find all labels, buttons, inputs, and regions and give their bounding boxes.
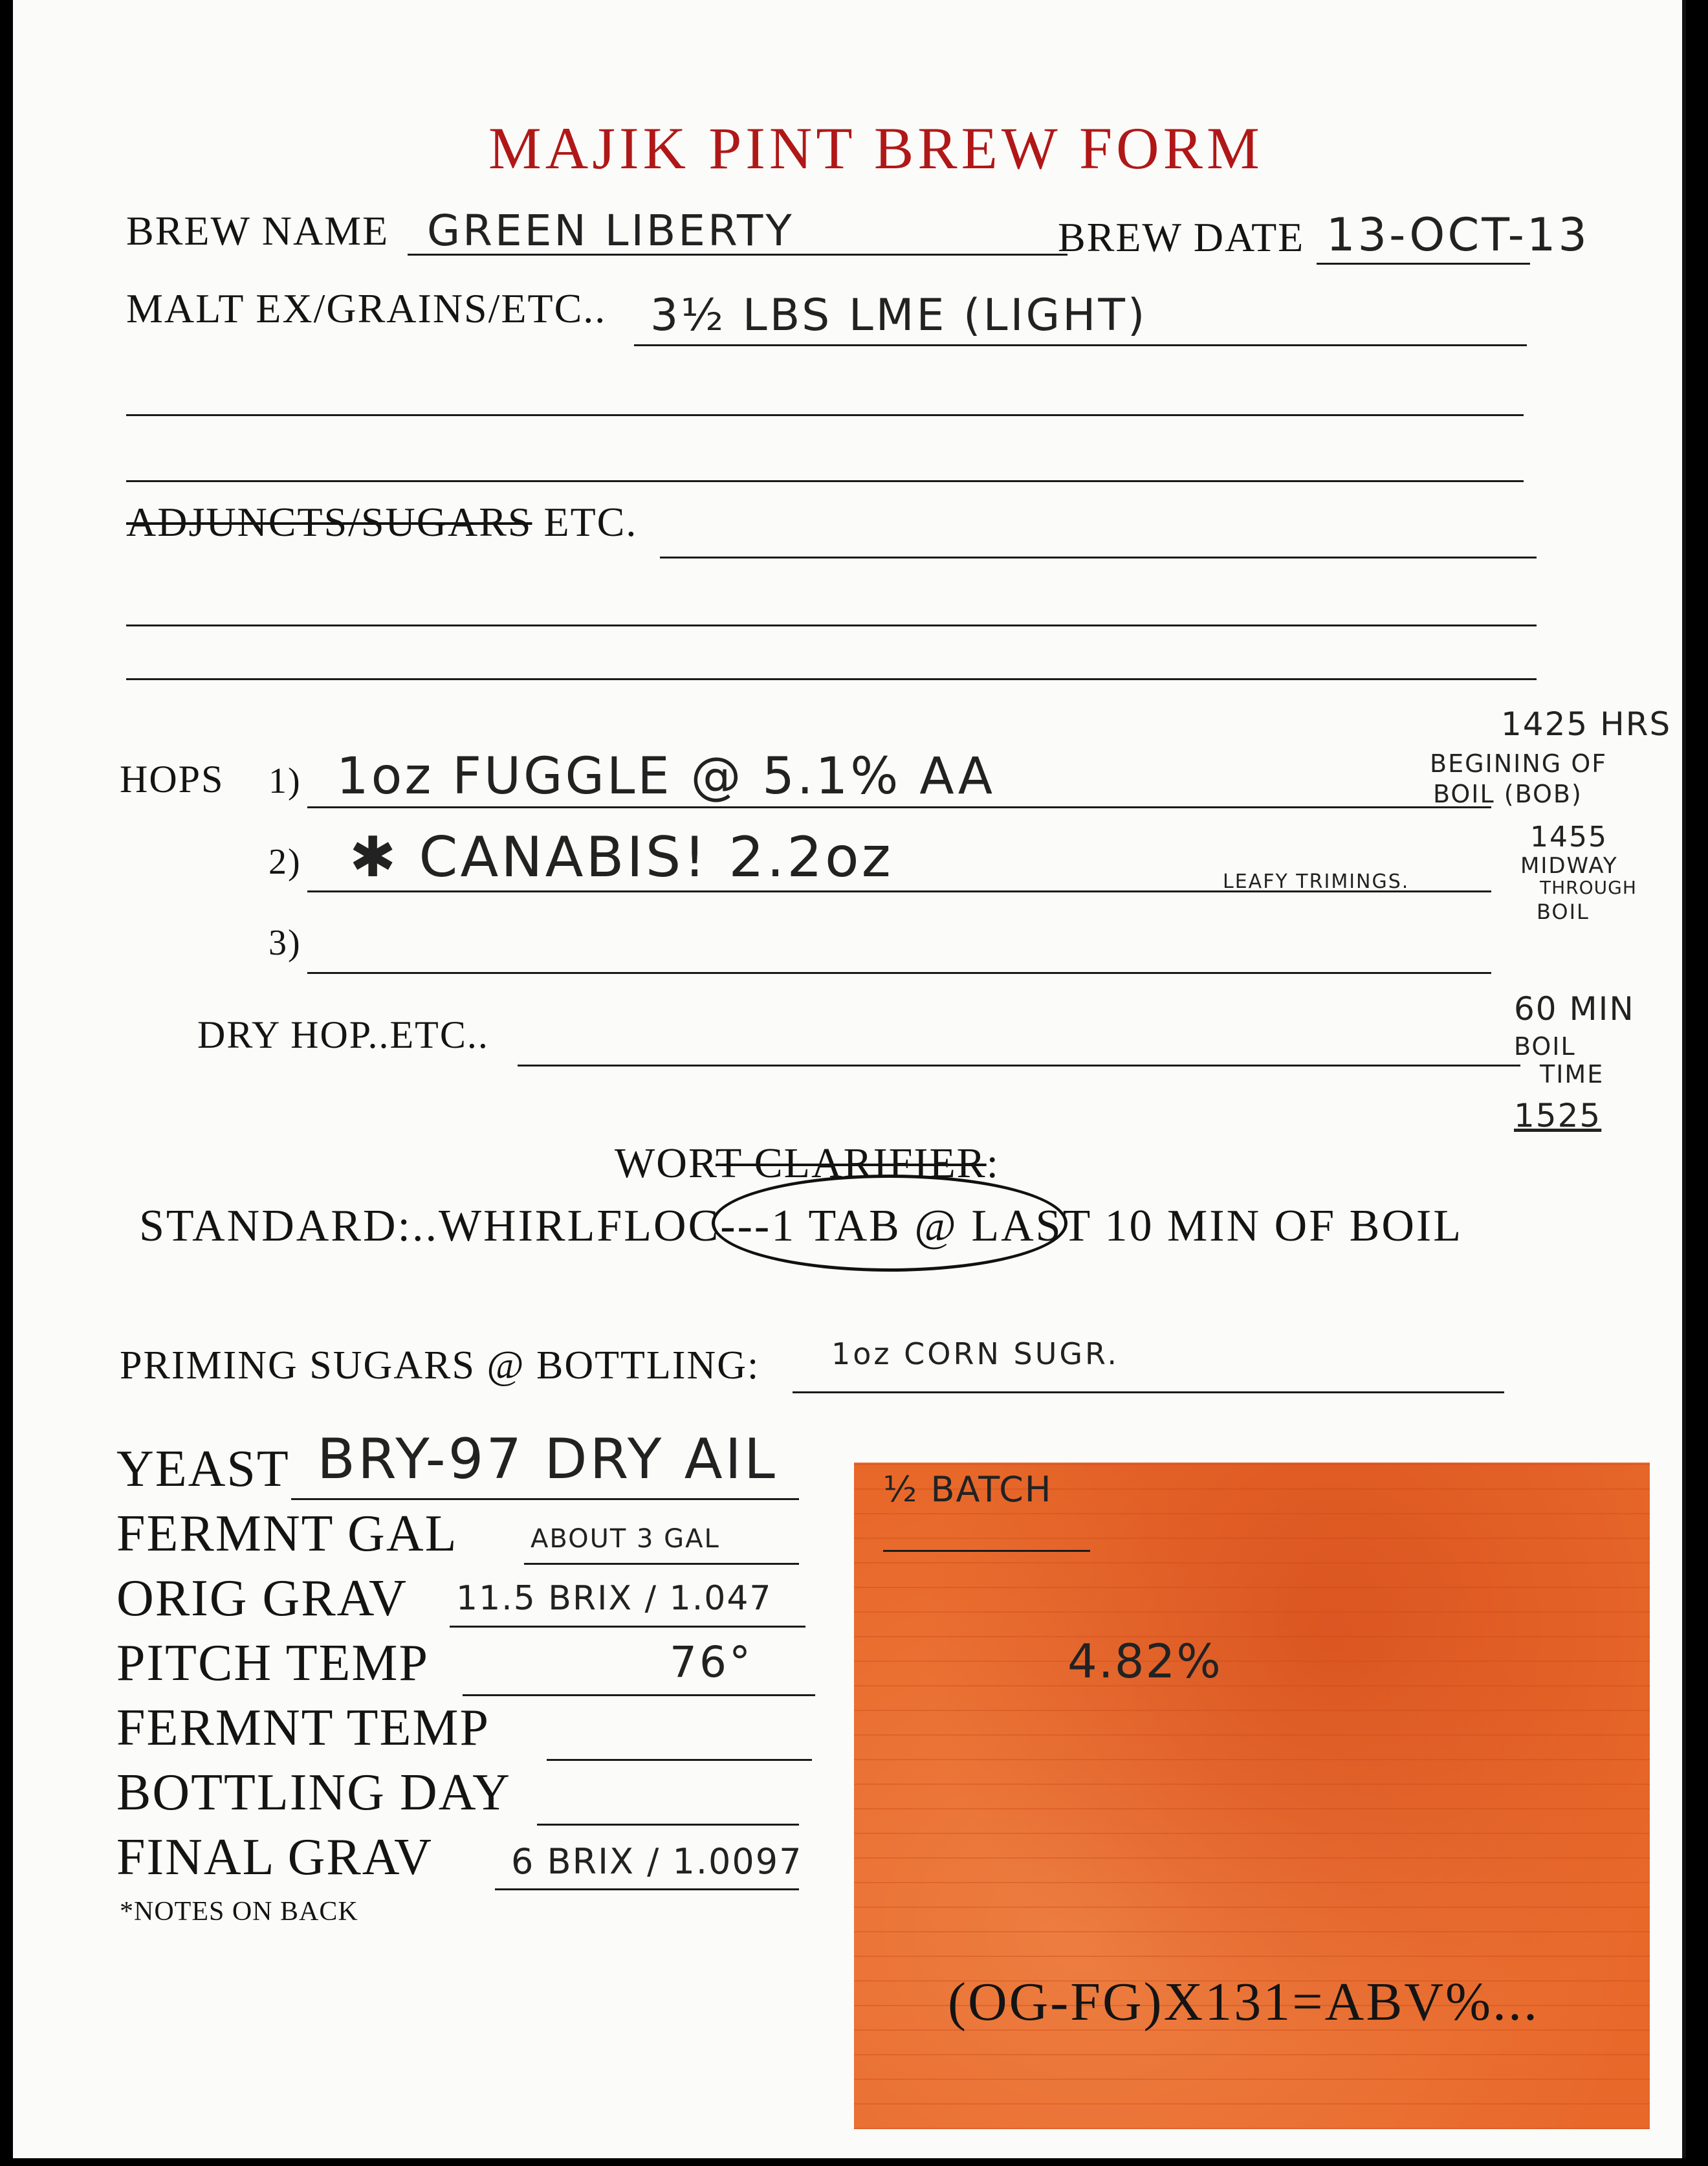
adjuncts-struck-text: ADJUNCTS/SUGARS	[126, 499, 532, 545]
dry-hop-label: DRY HOP..ETC..	[197, 1013, 489, 1056]
malt-value: 3½ LBS LME (LIGHT)	[650, 290, 1148, 341]
hop2-value: ✱ CANABIS! 2.2oz	[349, 825, 893, 890]
adjuncts-line-2	[126, 624, 1537, 626]
boil-time-desc-1: BOIL	[1514, 1032, 1576, 1061]
start-time-desc-2: BOIL (BOB)	[1433, 780, 1582, 808]
wort-colon: :	[986, 1140, 1000, 1187]
fermnt-temp-line	[547, 1759, 812, 1761]
orig-grav-value: 11.5 BRIX / 1.047	[456, 1579, 772, 1618]
standard-line: STANDARD:..WHIRLFLOC---1 TAB @ LAST 10 MIN OF BOIL	[139, 1201, 1463, 1251]
mid-time-note: 1455	[1530, 821, 1608, 854]
adjuncts-line-3	[126, 678, 1537, 680]
malt-line-3	[126, 480, 1524, 482]
brew-form-sheet	[13, 0, 1686, 2158]
fermnt-gal-line	[524, 1563, 799, 1565]
pitch-temp-label: PITCH TEMP	[116, 1635, 430, 1692]
notes-on-back-label: *NOTES ON BACK	[120, 1897, 358, 1927]
whirlfloc-circle-mark	[712, 1175, 1068, 1272]
form-title: MAJIK PINT BREW FORM	[488, 115, 1264, 181]
mid-time-desc-3: BOIL	[1537, 900, 1590, 924]
bottling-day-label: BOTTLING DAY	[116, 1764, 511, 1821]
wort-plain-text: WOR	[615, 1140, 716, 1187]
yeast-label: YEAST	[116, 1441, 290, 1497]
bottling-day-line	[537, 1824, 799, 1826]
orig-grav-line	[450, 1626, 805, 1628]
hop2-number: 2)	[268, 842, 301, 882]
abv-value: 4.82%	[1068, 1634, 1222, 1688]
adjuncts-rest-text: ETC.	[532, 499, 638, 545]
malt-label: MALT EX/GRAINS/ETC..	[126, 285, 607, 331]
mid-time-desc-2: THROUGH	[1540, 877, 1637, 898]
yeast-line	[291, 1498, 799, 1500]
brew-date-line	[1317, 263, 1530, 265]
end-time-note: 1525	[1514, 1097, 1602, 1134]
hops-label: HOPS	[120, 758, 224, 801]
boil-time-desc-2: TIME	[1540, 1060, 1604, 1089]
start-time-note: 1425 HRS	[1501, 705, 1672, 743]
start-time-desc-1: BEGINING OF	[1430, 749, 1608, 778]
abv-formula: (OG-FG)X131=ABV%...	[948, 1972, 1539, 2032]
priming-value: 1oz CORN SUGR.	[831, 1336, 1119, 1371]
pitch-temp-line	[463, 1694, 815, 1696]
adjuncts-label	[126, 498, 637, 546]
final-grav-line	[495, 1888, 799, 1890]
yeast-value: BRY-97 DRY AIL	[317, 1427, 778, 1492]
hop3-line	[307, 972, 1491, 974]
brew-name-label: BREW NAME	[126, 208, 389, 254]
pitch-temp-value: 76°	[670, 1637, 753, 1687]
brew-date-value: 13-OCT-13	[1326, 208, 1590, 261]
hop1-line	[307, 806, 1491, 808]
half-batch-note: ½ BATCH	[883, 1469, 1053, 1510]
malt-line-2	[126, 414, 1524, 416]
priming-label: PRIMING SUGARS @ BOTTLING:	[120, 1343, 760, 1387]
brew-name-value: GREEN LIBERTY	[427, 206, 794, 256]
orig-grav-label: ORIG GRAV	[116, 1570, 408, 1627]
malt-line-1	[634, 344, 1527, 346]
hop1-number: 1)	[268, 761, 301, 801]
final-grav-label: FINAL GRAV	[116, 1829, 433, 1886]
half-batch-underline	[883, 1550, 1090, 1552]
final-grav-value: 6 BRIX / 1.0097	[511, 1841, 803, 1882]
brew-date-label: BREW DATE	[1058, 214, 1305, 260]
priming-line	[793, 1391, 1504, 1393]
wort-struck-text: T CLARIFIER	[716, 1140, 987, 1187]
hop1-value: 1oz FUGGLE @ 5.1% AA	[336, 747, 996, 806]
mid-time-desc-1: MIDWAY	[1520, 853, 1618, 879]
dry-hop-line	[518, 1065, 1520, 1066]
fermnt-gal-value: ABOUT 3 GAL	[531, 1524, 720, 1554]
adjuncts-line-1	[660, 557, 1537, 558]
fermnt-temp-label: FERMNT TEMP	[116, 1699, 490, 1756]
boil-time-note: 60 MIN	[1514, 990, 1635, 1028]
fermnt-gal-label: FERMNT GAL	[116, 1505, 458, 1562]
hop3-number: 3)	[268, 923, 301, 963]
hop2-note: LEAFY TRIMINGS.	[1223, 870, 1410, 893]
